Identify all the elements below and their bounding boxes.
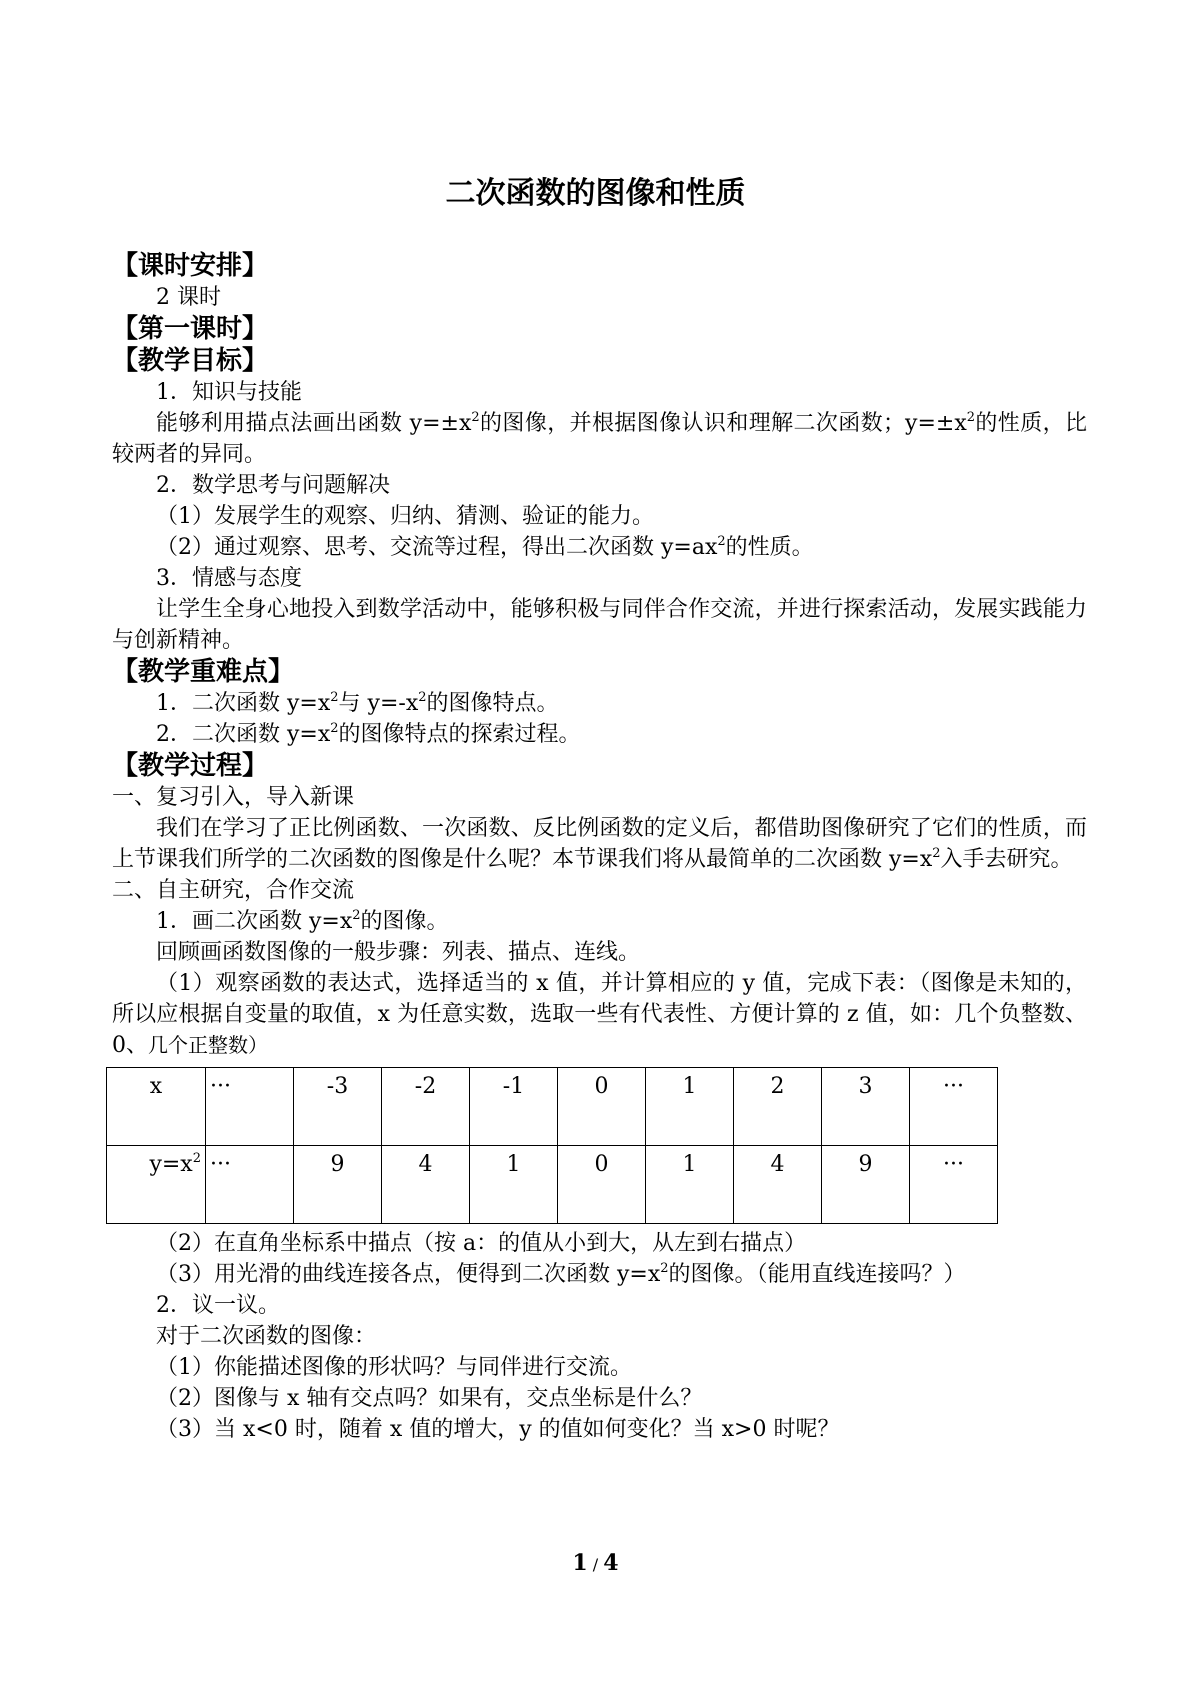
section-1-title: 一、复习引入，导入新课 (112, 785, 355, 810)
connect-instruction: （3）用光滑的曲线连接各点，便得到二次函数 $y=x^2$的图像。（能用直线连接吗？） (156, 1261, 966, 1287)
question-1: （1）你能描述图像的形状吗？与同伴进行交流。 (156, 1355, 632, 1380)
table-cell: ··· (206, 1146, 294, 1224)
goal3-title: 3．情感与态度 (156, 566, 302, 591)
heading-schedule: 【课时安排】 (112, 251, 269, 281)
table-cell: -1 (470, 1068, 558, 1146)
goal2-item1: （1）发展学生的观察、归纳、猜测、验证的能力。 (156, 504, 654, 529)
table-cell: 1 (646, 1068, 734, 1146)
step-1-title: 1．画二次函数 $y=x^2$的图像。 (156, 908, 449, 934)
discuss-intro: 对于二次函数的图像： (156, 1324, 377, 1349)
question-3: （3）当 x<0 时，随着 x 值的增大，y 的值如何变化？当 x>0 时呢？ (156, 1417, 840, 1442)
table-cell: -3 (294, 1068, 382, 1146)
table-cell: 3 (822, 1068, 910, 1146)
table-cell: ··· (910, 1068, 998, 1146)
section-1-text: 我们在学习了正比例函数、一次函数、反比例函数的定义后，都借助图像研究了它们的性质，而上节课我们所学的二次函数的图像是什么呢？本节课我们将从最简单的二次函数 $y=x^2$入手去研究。 (112, 816, 1087, 872)
goal2-title: 2．数学思考与问题解决 (156, 473, 390, 498)
table-cell: 0 (558, 1146, 646, 1224)
table-row (107, 1068, 998, 1146)
key-point-2: 2．二次函数 $y=x^2$的图像特点的探索过程。 (156, 721, 581, 747)
table-row-label-x: x (107, 1068, 206, 1146)
plot-instruction: （2）在直角坐标系中描点（按 a：的值从小到大，从左到右描点） (156, 1231, 807, 1256)
table-cell: 2 (734, 1068, 822, 1146)
document-body (112, 250, 1087, 1445)
table-cell: 1 (646, 1146, 734, 1224)
table-cell: 0 (558, 1068, 646, 1146)
discuss-title: 2．议一议。 (156, 1293, 280, 1318)
table-cell: ··· (910, 1146, 998, 1224)
heading-key-points: 【教学重难点】 (112, 657, 295, 687)
schedule-value: 2 课时 (156, 285, 221, 310)
table-row-label-y: $y=x^2$ (107, 1146, 206, 1224)
heading-process: 【教学过程】 (112, 751, 269, 781)
table-cell: 9 (294, 1146, 382, 1224)
goal3-text: 让学生全身心地投入到数学活动中，能够积极与同伴合作交流，并进行探索活动，发展实践能力与创新精神。 (112, 597, 1087, 653)
table-cell: 9 (822, 1146, 910, 1224)
table-cell: 1 (470, 1146, 558, 1224)
review-steps: 回顾画函数图像的一般步骤：列表、描点、连线。 (156, 940, 641, 965)
goal1-title: 1．知识与技能 (156, 380, 302, 405)
key-point-1: 1．二次函数 $y=x^2$与 $y=-x^2$的图像特点。 (156, 690, 559, 716)
page-number: 1 / 4 (572, 1550, 619, 1576)
goal1-text: 能够利用描点法画出函数 $y=\pm x^2$的图像，并根据图像认识和理解二次函数；$y=\pm x^2$的性质，比较两者的异同。 (112, 410, 1087, 467)
document-title: 二次函数的图像和性质 (445, 176, 746, 211)
table-row (107, 1146, 998, 1224)
table-cell: -2 (382, 1068, 470, 1146)
question-2: （2）图像与 x 轴有交点吗？如果有，交点坐标是什么？ (156, 1386, 703, 1411)
table-cell: 4 (734, 1146, 822, 1224)
value-table (106, 1067, 998, 1224)
table-cell: 4 (382, 1146, 470, 1224)
observe-instruction: （1）观察函数的表达式，选择适当的 x 值，并计算相应的 y 值，完成下表：（图像是未知的，所以应根据自变量的取值，x 为任意实数，选取一些有代表性、方便计算的 z 值，如：几个负整数、0、几个正整数） (112, 971, 1087, 1058)
heading-first-lesson: 【第一课时】 (112, 314, 269, 344)
table-cell: ··· (206, 1068, 294, 1146)
heading-goals: 【教学目标】 (112, 346, 269, 376)
section-2-title: 二、自主研究，合作交流 (112, 878, 355, 903)
goal2-item2: （2）通过观察、思考、交流等过程，得出二次函数 $y=ax^2$的性质。 (156, 534, 814, 560)
